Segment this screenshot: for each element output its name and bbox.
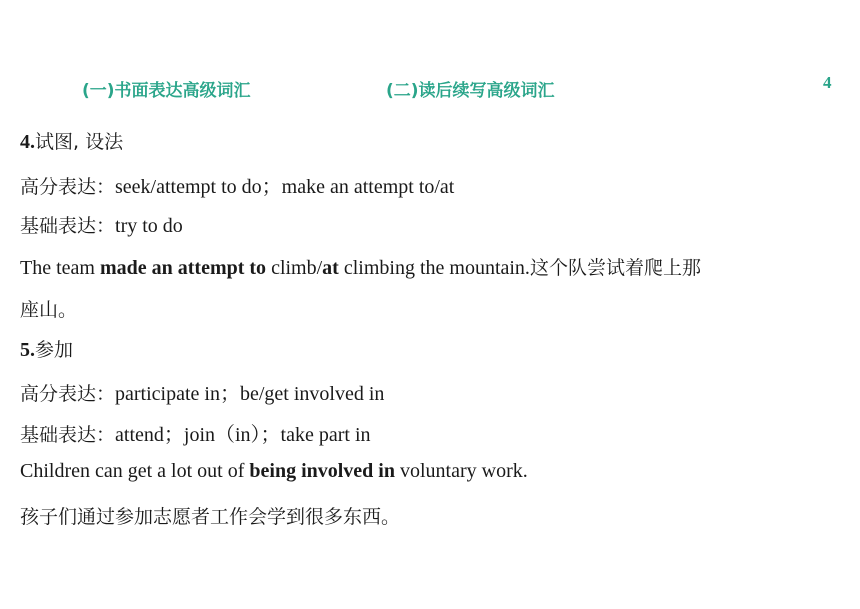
- item5-number: 5.: [20, 339, 35, 361]
- example-translation: 孩子们通过参加志愿者工作会学到很多东西。: [20, 506, 401, 528]
- item4-basic-label: 基础表达：: [20, 215, 116, 237]
- item5-title: 参加: [35, 339, 74, 361]
- item4-advanced-text: seek/attempt to do；make an attempt to/at: [115, 176, 455, 198]
- example-bold: at: [322, 257, 339, 279]
- item5-example-translation: [20, 502, 400, 529]
- item5-advanced: [20, 377, 384, 406]
- item4-basic-text: try to do: [115, 215, 183, 237]
- example-bold: made an attempt to: [99, 257, 267, 279]
- tab-continuation-vocabulary[interactable]: (二)读后续写高级词汇: [386, 81, 555, 101]
- example-text: voluntary work.: [395, 460, 528, 482]
- item4-number: 4.: [20, 131, 35, 153]
- item4-basic: [20, 211, 183, 238]
- example-text: climbing the mountain.: [338, 257, 530, 279]
- item4-example: [20, 253, 701, 280]
- item5-advanced-label: 高分表达：: [20, 383, 116, 405]
- item4-advanced-label: 高分表达：: [20, 176, 116, 198]
- example-translation: 座山。: [20, 299, 78, 321]
- example-bold: being involved in: [249, 460, 395, 482]
- item5-example: [20, 460, 528, 483]
- item4-example-cont: [20, 295, 77, 322]
- item5-basic-text: attend；join（in）；take part in: [115, 424, 371, 446]
- item5-advanced-text: participate in；be/get involved in: [115, 383, 385, 405]
- example-text: The team: [20, 257, 100, 279]
- example-text: climb/: [266, 257, 323, 279]
- item5-heading: [20, 335, 73, 362]
- item5-basic: [20, 418, 371, 447]
- example-text: Children can get a lot out of: [20, 460, 250, 482]
- page-number: 4: [823, 73, 832, 92]
- tab-writing-vocabulary[interactable]: (一)书面表达高级词汇: [82, 81, 251, 101]
- item4-advanced: [20, 170, 454, 199]
- item5-basic-label: 基础表达：: [20, 424, 116, 446]
- item4-title: 试图, 设法: [35, 131, 124, 153]
- item4-heading: [20, 127, 123, 154]
- example-translation: 这个队尝试着爬上那: [529, 257, 701, 279]
